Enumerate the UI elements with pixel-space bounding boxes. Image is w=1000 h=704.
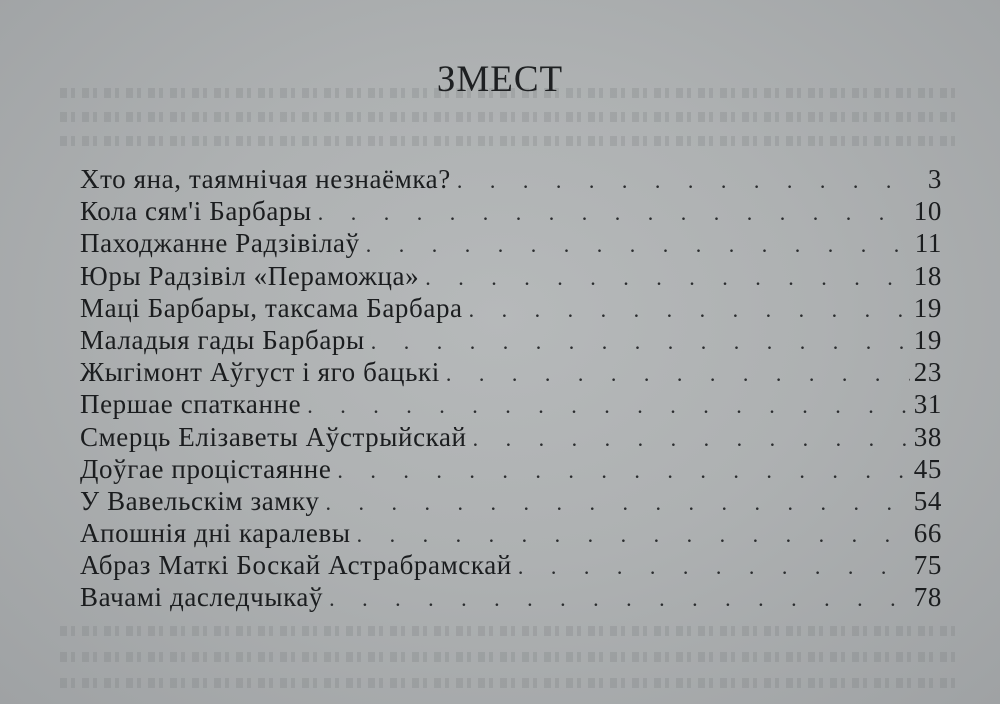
toc-entry-page: 11 <box>914 228 942 259</box>
dot-leader <box>473 423 910 455</box>
toc-entry-title: Смерць Елізаветы Аўстрыйскай <box>80 421 467 452</box>
toc-entry-page: 75 <box>913 550 942 581</box>
dot-leader <box>457 165 910 197</box>
toc-entry-title: Вачамі даследчыкаў <box>80 582 324 613</box>
toc-entry-page: 19 <box>913 324 942 355</box>
toc-entry-page: 38 <box>913 421 942 452</box>
toc-entry-page: 78 <box>913 582 942 613</box>
toc-entry-page: 23 <box>913 357 942 388</box>
toc-entry <box>80 227 942 259</box>
toc-entry-page: 45 <box>913 453 942 484</box>
toc-entry-title: Юры Радзівіл «Пераможца» <box>80 260 420 291</box>
toc-entry <box>80 195 942 227</box>
toc-entry <box>80 453 942 485</box>
dot-leader <box>371 326 910 358</box>
toc-entry <box>80 549 942 581</box>
toc-entry <box>80 324 942 356</box>
show-through-line <box>60 652 960 662</box>
toc-entry-title: Кола сям'і Барбары <box>80 196 312 227</box>
toc-entry-page: 18 <box>913 260 942 291</box>
toc-entry-title: Апошнія дні каралевы <box>80 518 351 549</box>
toc-entry-title: У Вавельскім замку <box>80 485 320 516</box>
toc-entry-page: 3 <box>927 164 942 194</box>
toc-entry-title: Маладыя гады Барбары <box>80 324 365 355</box>
toc-entry-page: 54 <box>913 485 942 516</box>
dot-leader <box>337 455 909 487</box>
toc-entry-page: 66 <box>913 518 942 549</box>
dot-leader <box>329 583 910 615</box>
toc-entry <box>80 517 942 549</box>
toc-entry-title: Хто яна, таямнічая незнаёмка? <box>80 164 451 194</box>
toc-entry <box>80 421 942 453</box>
contents-heading: ЗМЕСТ <box>436 59 564 100</box>
dot-leader <box>366 229 910 261</box>
toc-entry-title: Абраз Маткі Боскай Астрабрамскай <box>80 550 512 581</box>
toc-entry-page: 31 <box>913 389 942 420</box>
toc-entry <box>80 163 942 195</box>
dot-leader <box>325 487 909 519</box>
toc-entry <box>80 581 942 613</box>
toc-entry <box>80 485 942 517</box>
show-through-line <box>60 626 960 636</box>
show-through-line <box>60 136 960 146</box>
toc-entry-title: Жыгімонт Аўгуст і яго бацькі <box>80 357 440 388</box>
toc-entry <box>80 388 942 420</box>
toc-entry-title: Доўгае процістаянне <box>80 453 332 484</box>
dot-leader <box>307 390 910 422</box>
toc-entry-page: 10 <box>913 196 942 227</box>
toc-entry-title: Маці Барбары, таксама Барбара <box>80 292 463 323</box>
toc-entry <box>80 356 942 388</box>
toc-entry <box>80 260 942 292</box>
toc-entry-title: Паходжанне Радзівілаў <box>80 228 360 259</box>
dot-leader <box>357 519 910 551</box>
toc-entry <box>80 292 942 324</box>
toc-entry-title: Першае спатканне <box>80 389 302 420</box>
toc-entry-page: 19 <box>913 292 942 323</box>
dot-leader <box>469 294 910 326</box>
dot-leader <box>446 358 910 390</box>
dot-leader <box>318 197 910 229</box>
show-through-line <box>60 678 960 688</box>
dot-leader <box>425 262 910 294</box>
show-through-line <box>60 112 960 122</box>
table-of-contents <box>80 163 942 614</box>
dot-leader <box>518 551 910 583</box>
